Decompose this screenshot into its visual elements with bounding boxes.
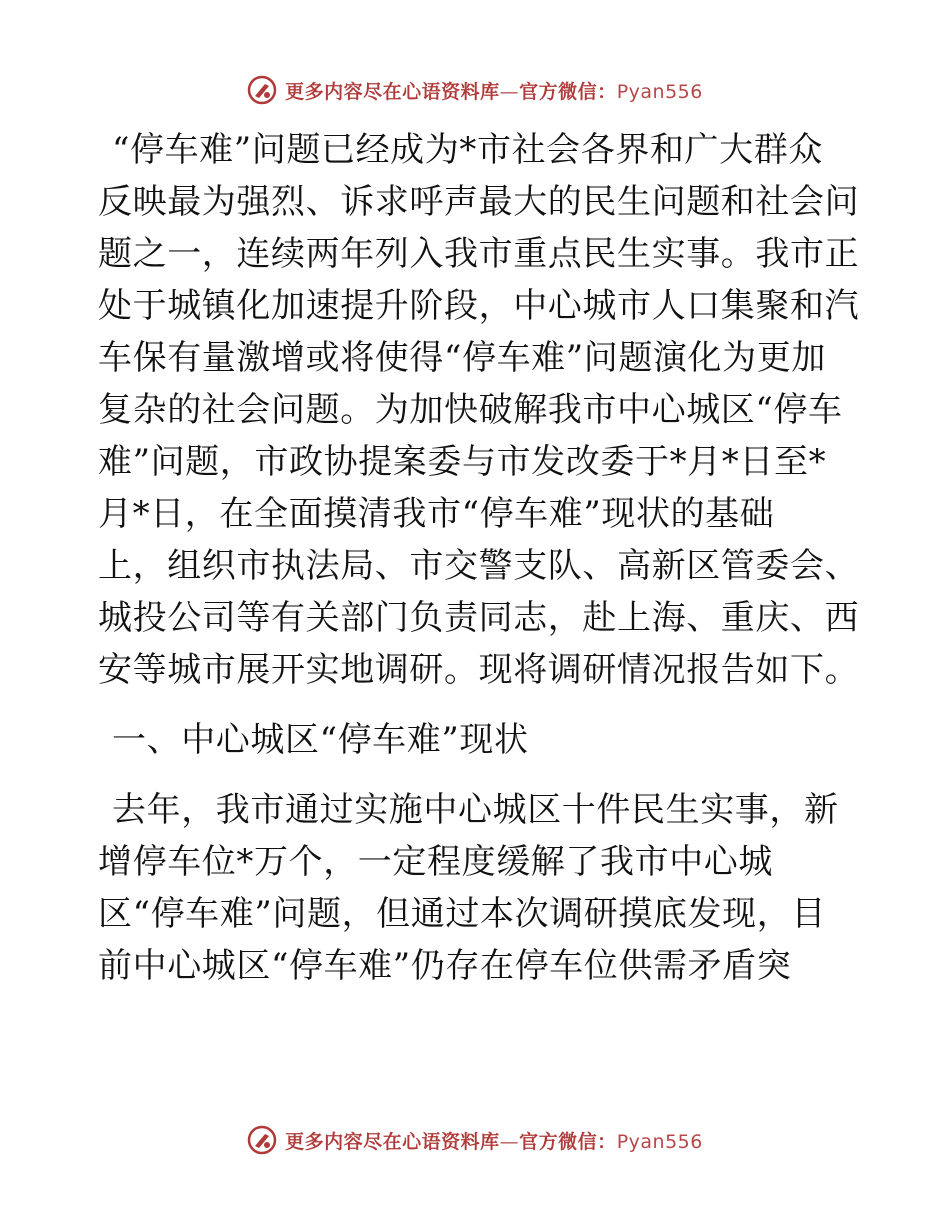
document-body	[98, 124, 858, 992]
text-line: 区“停车难”问题，但通过本次调研摸底发现，目	[98, 894, 826, 934]
watermark-header	[0, 70, 950, 110]
text-line: 车保有量激增或将使得“停车难”问题演化为更加	[98, 338, 826, 378]
watermark-wechat-id: Pyan556	[616, 1130, 703, 1153]
section-heading: 一、中心城区“停车难”现状	[112, 720, 529, 760]
text-line: 题之一，连续两年列入我市重点民生实事。我市正	[98, 234, 860, 274]
text-line: 难”问题，市政协提案委与市发改委于*月*日至*	[98, 442, 827, 482]
text-line: 复杂的社会问题。为加快破解我市中心城区“停车	[98, 390, 843, 430]
text-line: 反映最为强烈、诉求呼声最大的民生问题和社会问	[98, 182, 860, 222]
text-line: 城投公司等有关部门负责同志，赴上海、重庆、西	[98, 598, 860, 638]
watermark-dash: —	[499, 1130, 520, 1153]
text-line: 安等城市展开实地调研。现将调研情况报告如下。	[98, 650, 860, 690]
brand-logo-icon	[247, 75, 277, 105]
text-line: 增停车位*万个，一定程度缓解了我市中心城	[98, 842, 773, 882]
watermark-footer	[0, 1120, 950, 1160]
text-line: 上，组织市执法局、市交警支队、高新区管委会、	[98, 546, 860, 586]
watermark-brand: 更多内容尽在心语资料库	[285, 1130, 500, 1153]
text-line: 前中心城区“停车难”仍存在停车位供需矛盾突	[98, 946, 792, 986]
watermark-text	[285, 77, 703, 104]
watermark-text	[285, 1127, 703, 1154]
brand-logo-icon	[247, 1125, 277, 1155]
watermark-official: 官方微信：	[519, 1130, 617, 1153]
text-line: “停车难”问题已经成为*市社会各界和广大群众	[112, 130, 823, 170]
watermark-dash: —	[499, 80, 520, 103]
text-line: 处于城镇化加速提升阶段，中心城市人口集聚和汽	[98, 286, 860, 326]
paragraph-intro	[98, 124, 858, 696]
text-line: 去年，我市通过实施中心城区十件民生实事，新	[112, 790, 839, 830]
watermark-brand: 更多内容尽在心语资料库	[285, 80, 500, 103]
paragraph-status	[98, 784, 858, 992]
watermark-wechat-id: Pyan556	[616, 80, 703, 103]
text-line: 月*日，在全面摸清我市“停车难”现状的基础	[98, 494, 775, 534]
watermark-official: 官方微信：	[519, 80, 617, 103]
